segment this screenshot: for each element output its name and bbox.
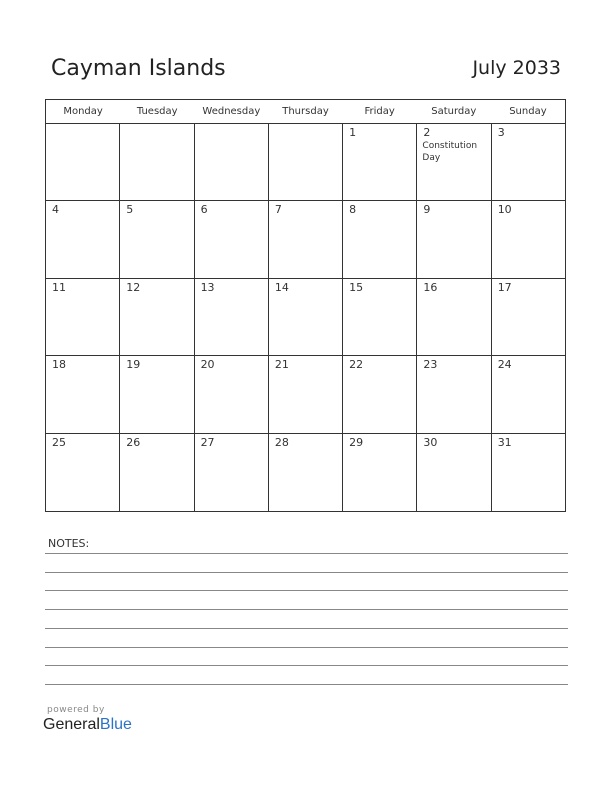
day-number: 26: [126, 435, 141, 449]
day-cell[interactable]: [492, 124, 565, 200]
day-cell[interactable]: [269, 279, 343, 355]
day-cell[interactable]: [492, 279, 565, 355]
day-number: 16: [423, 280, 438, 294]
day-cell[interactable]: [120, 279, 194, 355]
day-number: 3: [497, 126, 505, 139]
day-cell[interactable]: [46, 124, 120, 200]
day-number: 7: [274, 203, 282, 217]
day-number: 25: [52, 435, 66, 449]
calendar-weeks: [46, 124, 565, 511]
day-cell[interactable]: [46, 279, 120, 355]
day-number: 27: [200, 435, 215, 449]
weekday-friday: Friday: [364, 106, 395, 117]
day-cell[interactable]: [195, 434, 269, 511]
day-cell[interactable]: [195, 124, 269, 200]
day-number: 29: [349, 435, 364, 449]
powered-by-text: powered by: [47, 705, 105, 715]
notes-line: [45, 553, 568, 554]
day-cell[interactable]: [46, 201, 120, 277]
weekday-saturday: Saturday: [431, 106, 477, 117]
day-number: 12: [126, 280, 141, 294]
holiday-event: Constitution Day: [422, 141, 478, 163]
day-cell[interactable]: [343, 279, 417, 355]
day-number: 17: [497, 280, 512, 294]
day-number: 28: [274, 435, 289, 449]
day-cell[interactable]: [120, 201, 194, 277]
day-cell[interactable]: [120, 356, 194, 432]
day-cell[interactable]: [269, 124, 343, 200]
day-cell[interactable]: [195, 279, 269, 355]
day-number: 1: [349, 126, 357, 139]
day-number: 22: [349, 358, 364, 372]
day-number: 6: [200, 203, 208, 217]
day-cell[interactable]: [343, 356, 417, 432]
calendar-week-row: [46, 124, 565, 201]
weekday-monday: Monday: [63, 106, 103, 117]
brand-general-text: General: [43, 716, 100, 733]
day-number: 4: [52, 203, 59, 217]
day-number: 11: [52, 280, 66, 294]
weekday-wednesday: Wednesday: [202, 106, 261, 117]
day-cell[interactable]: [269, 434, 343, 511]
day-number: 21: [274, 358, 289, 372]
day-cell[interactable]: [343, 201, 417, 277]
notes-line: [45, 684, 568, 685]
day-number: 9: [423, 203, 431, 217]
notes-line: [45, 647, 568, 648]
day-cell[interactable]: [46, 356, 120, 432]
day-cell[interactable]: [46, 434, 120, 511]
notes-line: [45, 572, 568, 573]
day-number: 5: [126, 203, 134, 217]
calendar-month-title: July 2033: [472, 57, 561, 79]
calendar-grid: [45, 99, 566, 512]
day-number: 14: [274, 280, 289, 294]
day-number: 24: [497, 358, 512, 372]
weekday-header-row: [46, 100, 565, 124]
day-cell[interactable]: [120, 434, 194, 511]
day-cell[interactable]: [269, 201, 343, 277]
day-cell[interactable]: [492, 434, 565, 511]
calendar-week-row: [46, 356, 565, 433]
day-number: 19: [126, 358, 141, 372]
day-cell[interactable]: [417, 201, 491, 277]
day-number: 30: [423, 435, 438, 449]
day-number: 10: [497, 203, 512, 217]
calendar-week-row: [46, 279, 565, 356]
day-number: 23: [423, 358, 438, 372]
day-cell[interactable]: [417, 356, 491, 432]
day-cell[interactable]: [269, 356, 343, 432]
day-cell[interactable]: [417, 279, 491, 355]
notes-label: NOTES:: [48, 537, 90, 550]
day-cell[interactable]: [195, 201, 269, 277]
day-cell[interactable]: [120, 124, 194, 200]
day-number: 2: [423, 126, 431, 139]
notes-line: [45, 609, 568, 610]
notes-line: [45, 628, 568, 629]
day-number: 18: [52, 358, 66, 372]
brand-blue-text: Blue: [99, 716, 132, 733]
day-cell[interactable]: [343, 124, 417, 200]
notes-line: [45, 665, 568, 666]
weekday-thursday: Thursday: [282, 106, 329, 117]
day-number: 8: [349, 203, 357, 217]
calendar-country-title: Cayman Islands: [51, 56, 226, 81]
day-cell[interactable]: [195, 356, 269, 432]
notes-line: [45, 590, 568, 591]
day-number: 20: [200, 358, 215, 372]
day-cell[interactable]: [492, 356, 565, 432]
day-number: 13: [200, 280, 215, 294]
day-cell[interactable]: [492, 201, 565, 277]
calendar-week-row: [46, 201, 565, 278]
day-cell[interactable]: [417, 434, 491, 511]
day-cell[interactable]: [343, 434, 417, 511]
calendar-week-row: [46, 434, 565, 511]
day-number: 31: [497, 435, 512, 449]
day-number: 15: [349, 280, 364, 294]
weekday-sunday: Sunday: [509, 106, 547, 117]
day-cell[interactable]: [417, 124, 491, 200]
weekday-tuesday: Tuesday: [136, 106, 178, 117]
generalblue-logo[interactable]: [43, 716, 132, 734]
